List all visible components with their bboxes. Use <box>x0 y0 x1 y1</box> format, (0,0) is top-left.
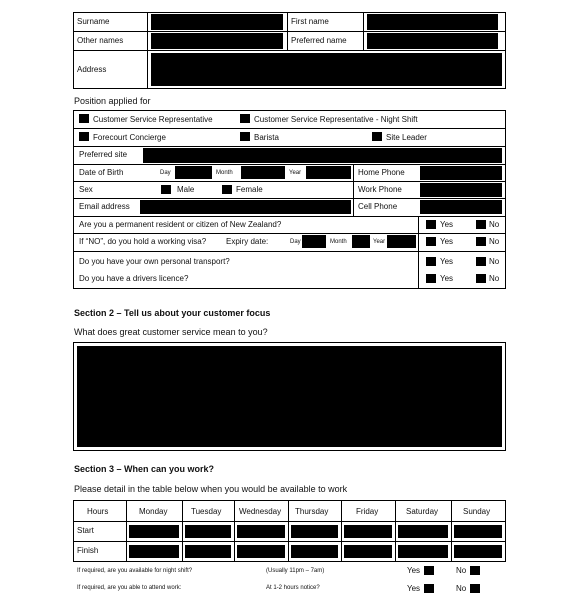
address-label: Address <box>77 65 107 74</box>
option-site-leader: Site Leader <box>386 133 427 142</box>
checkbox-visa-no[interactable] <box>476 237 486 246</box>
preferred-site-label: Preferred site <box>79 150 128 159</box>
dob-year-label: Year <box>289 170 302 176</box>
home-phone-label: Home Phone <box>358 168 405 177</box>
col-thursday: Thursday <box>295 507 329 516</box>
expiry-year-label: Year <box>373 239 386 245</box>
first-name-label: First name <box>291 17 329 26</box>
checkbox-resident-yes[interactable] <box>426 220 436 229</box>
other-names-field[interactable] <box>151 33 283 49</box>
col-wednesday: Wednesday <box>239 507 282 516</box>
preferred-site-field[interactable] <box>143 148 502 163</box>
section2-heading: Section 2 – Tell us about your customer focus <box>74 308 271 318</box>
start-saturday[interactable] <box>398 525 448 538</box>
dob-month-field[interactable] <box>241 166 285 179</box>
transport-no-label: No <box>489 257 500 266</box>
licence-yes-label: Yes <box>440 274 454 283</box>
checkbox-barista[interactable] <box>240 132 250 141</box>
night-shift-question: If required, are you available for night shift? <box>77 568 193 574</box>
dob-label: Date of Birth <box>79 168 124 177</box>
section3-heading: Section 3 – When can you work? <box>74 464 215 474</box>
transport-question: Do you have your own personal transport? <box>79 257 230 266</box>
sex-label: Sex <box>79 185 93 194</box>
transport-yes-label: Yes <box>440 257 454 266</box>
col-sunday: Sunday <box>463 507 491 516</box>
home-phone-field[interactable] <box>420 166 502 180</box>
col-saturday: Saturday <box>406 507 439 516</box>
row-start: Start <box>77 526 94 535</box>
surname-field[interactable] <box>151 14 283 30</box>
work-phone-field[interactable] <box>420 183 502 197</box>
start-wednesday[interactable] <box>237 525 285 538</box>
checkbox-visa-yes[interactable] <box>426 237 436 246</box>
visa-question: If “NO”, do you hold a working visa? <box>79 237 207 246</box>
checkbox-transport-no[interactable] <box>476 257 486 266</box>
expiry-label: Expiry date: <box>226 237 269 246</box>
checkbox-transport-yes[interactable] <box>426 257 436 266</box>
start-tuesday[interactable] <box>185 525 231 538</box>
address-field[interactable] <box>151 53 502 86</box>
visa-no-label: No <box>489 237 500 246</box>
cell-phone-field[interactable] <box>420 200 502 214</box>
option-csr-night: Customer Service Representative - Night Shift <box>254 115 418 124</box>
checkbox-night-no[interactable] <box>470 566 480 575</box>
email-label: Email address <box>79 202 130 211</box>
resident-no-label: No <box>489 220 500 229</box>
dob-year-field[interactable] <box>306 166 351 179</box>
start-friday[interactable] <box>344 525 392 538</box>
checkbox-female[interactable] <box>222 185 232 194</box>
notice-text: At 1-2 hours notice? <box>266 585 320 591</box>
checkbox-csr-night[interactable] <box>240 114 250 123</box>
finish-saturday[interactable] <box>398 545 448 558</box>
surname-label: Surname <box>77 17 110 26</box>
checkbox-notice-yes[interactable] <box>424 584 434 593</box>
night-no-label: No <box>456 566 467 575</box>
checkbox-site-leader[interactable] <box>372 132 382 141</box>
customer-service-answer[interactable] <box>77 346 502 447</box>
checkbox-night-yes[interactable] <box>424 566 434 575</box>
start-thursday[interactable] <box>291 525 338 538</box>
finish-friday[interactable] <box>344 545 392 558</box>
night-yes-label: Yes <box>407 566 421 575</box>
finish-thursday[interactable] <box>291 545 338 558</box>
finish-monday[interactable] <box>129 545 179 558</box>
licence-no-label: No <box>489 274 500 283</box>
night-shift-hours: (Usually 11pm – 7am) <box>266 568 325 574</box>
col-tuesday: Tuesday <box>191 507 222 516</box>
col-friday: Friday <box>356 507 379 516</box>
work-phone-label: Work Phone <box>358 185 402 194</box>
expiry-month-label: Month <box>330 239 347 245</box>
start-sunday[interactable] <box>454 525 502 538</box>
expiry-day-field[interactable] <box>302 235 326 248</box>
resident-yes-label: Yes <box>440 220 454 229</box>
licence-question: Do you have a drivers licence? <box>79 274 189 283</box>
resident-question: Are you a permanent resident or citizen of New Zealand? <box>79 220 282 229</box>
male-label: Male <box>177 185 195 194</box>
section3-intro: Please detail in the table below when you would be available to work <box>74 484 348 494</box>
visa-yes-label: Yes <box>440 237 454 246</box>
preferred-name-field[interactable] <box>367 33 498 49</box>
email-field[interactable] <box>140 200 351 214</box>
finish-sunday[interactable] <box>454 545 502 558</box>
checkbox-notice-no[interactable] <box>470 584 480 593</box>
checkbox-forecourt[interactable] <box>79 132 89 141</box>
checkbox-licence-no[interactable] <box>476 274 486 283</box>
col-hours: Hours <box>87 507 109 516</box>
option-barista: Barista <box>254 133 279 142</box>
option-csr: Customer Service Representative <box>93 115 213 124</box>
first-name-field[interactable] <box>367 14 498 30</box>
checkbox-resident-no[interactable] <box>476 220 486 229</box>
other-names-label: Other names <box>77 36 124 45</box>
dob-day-field[interactable] <box>175 166 212 179</box>
row-finish: Finish <box>77 546 99 555</box>
option-forecourt: Forecourt Concierge <box>93 133 166 142</box>
checkbox-male[interactable] <box>161 185 171 194</box>
preferred-name-label: Preferred name <box>291 36 347 45</box>
notice-question: If required, are you able to attend work: <box>77 585 182 591</box>
notice-yes-label: Yes <box>407 584 421 593</box>
dob-month-label: Month <box>216 170 233 176</box>
position-heading: Position applied for <box>74 96 151 106</box>
finish-tuesday[interactable] <box>185 545 231 558</box>
finish-wednesday[interactable] <box>237 545 285 558</box>
cell-phone-label: Cell Phone <box>358 202 398 211</box>
expiry-year-field[interactable] <box>387 235 416 248</box>
checkbox-csr[interactable] <box>79 114 89 123</box>
col-monday: Monday <box>139 507 168 516</box>
dob-day-label: Day <box>160 170 171 176</box>
notice-no-label: No <box>456 584 467 593</box>
section2-question: What does great customer service mean to you? <box>74 327 268 337</box>
expiry-day-label: Day <box>290 239 301 245</box>
expiry-month-field[interactable] <box>352 235 370 248</box>
female-label: Female <box>236 185 263 194</box>
checkbox-licence-yes[interactable] <box>426 274 436 283</box>
start-monday[interactable] <box>129 525 179 538</box>
